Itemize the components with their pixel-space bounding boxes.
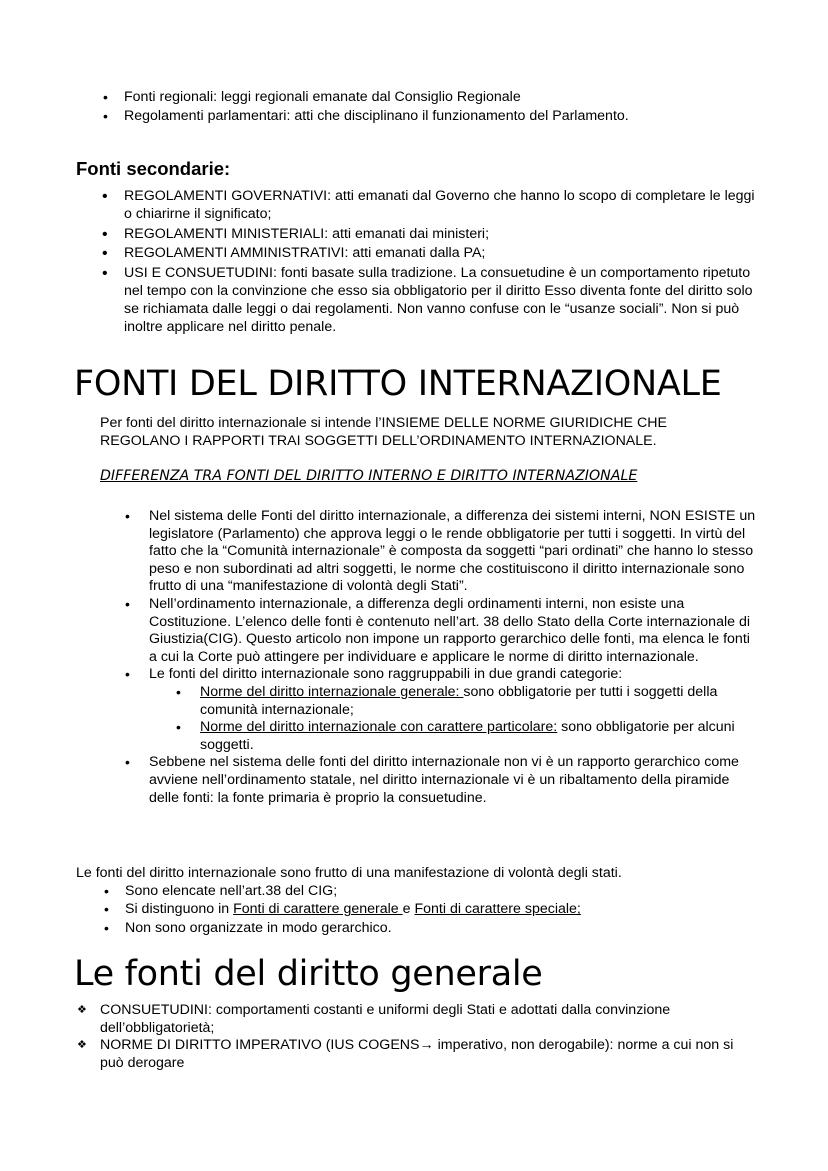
intro-paragraph: Per fonti del diritto internazionale si intende l’INSIEME DELLE NORME GIURIDICHE CHE REGOLANO I RAPPORTI TRAI SOGGETTI DELL’ORDINAMENTO INTERNAZIONALE. [100,415,667,449]
summary-paragraph: Le fonti del diritto internazionale sono frutto di una manifestazione di volontà degli stati. [76,865,622,881]
primary-sources-list [124,88,804,126]
categories-sublist [200,684,761,754]
text-span: Si distinguono in [125,901,234,918]
list-item: ❖ NORME DI DIRITTO IMPERATIVO (IUS COGENS→ imperativo, non derogabile): norme a cui non si può derogare [100,1037,760,1072]
list-item [125,900,765,918]
list-item: • Sebbene nel sistema delle fonti del diritto internazionale non vi è un rapporto gerarchico come avviene nell’ordinamento statale, nel diritto internazionale vi è un ribaltamento della piramide delle fonti: la fonte primaria è proprio la consuetudine. [149,754,761,807]
list-item: • Non sono organizzate in modo gerarchico. [125,919,765,937]
list-item [149,666,761,754]
list-item: • Nell’ordinamento internazionale, a differenza degli ordinamenti interni, non esiste una Costituzione. L’elenco delle fonti è contenuto nell’art. 38 dello Stato della Corte internazionale di Giustizia(CIG). Questo articolo non impone un rapporto gerarchico delle fonti, ma elenca le fonti a cui la Corte può attingere per individuare e applicare le norme di diritto internazionale. [149,596,761,666]
category-text: sono obbligatorie per alcuni soggetti. [200,719,735,753]
list-item: ❖ CONSUETUDINI: comportamenti costanti e uniformi degli Stati e adottati dalla convinzione dell’obbligatorietà; [100,1002,760,1037]
list-item: • REGOLAMENTI AMMINISTRATIVI: atti emanati dalla PA; [124,245,764,263]
secondary-sources-list [124,188,764,338]
category-item [200,719,761,754]
list-item: • Nel sistema delle Fonti del diritto internazionale, a differenza dei sistemi interni, NON ESISTE un legislatore (Parlamento) che approva leggi o le rende obbligatorie per tutti i soggetti. In virtù del fatto che la “Comunità internazionale” è composta da soggetti “pari ordinati” che hanno lo stesso peso e non subordinati ad altri soggetti, le norme che costituiscono il diritto internazionale sono frutto di una “manifestazione di volontà degli Stati”. [149,508,761,596]
category-term: Norme del diritto internazionale con carattere particolare: [200,719,558,736]
general-law-list [100,1002,760,1072]
page-title-international-law: FONTI DEL DIRITTO INTERNAZIONALE [74,364,722,404]
text-span: e [402,901,415,918]
underlined-term: Fonti di carattere generale [233,901,403,918]
list-item: • Regolamenti parlamentari: atti che disciplinano il funzionamento del Parlamento. [124,107,804,126]
list-item-text: Le fonti del diritto internazionale sono raggruppabili in due grandi categorie: [149,666,623,683]
list-item: • REGOLAMENTI MINISTERIALI: atti emanati dai ministeri; [124,226,764,244]
summary-list [125,882,765,937]
list-item: • Sono elencate nell’art.38 del CIG; [125,882,765,900]
list-item: • REGOLAMENTI GOVERNATIVI: atti emanati dal Governo che hanno lo scopo di completare le leggi o chiarirne il significato; [124,188,764,224]
subsection-title-difference: DIFFERENZA TRA FONTI DEL DIRITTO INTERNO E DIRITTO INTERNAZIONALE [100,468,638,484]
category-item [200,684,761,719]
list-item: • USI E CONSUETUDINI: fonti basate sulla tradizione. La consuetudine è un comportamento ripetuto nel tempo con la convinzione che esso sia obbligatorio per il diritto Esso diventa fonte del diritto solo se richiamata dalle leggi o dai regolamenti. Non vanno confuse con le “usanze sociali”. Non si può inoltre applicare nel diritto penale. [124,265,764,336]
list-item: • Fonti regionali: leggi regionali emanate dal Consiglio Regionale [124,88,804,107]
category-text: sono obbligatorie per tutti i soggetti della comunità internazionale; [200,683,718,718]
section-heading-secondary-sources: Fonti secondarie: [76,158,231,179]
category-term: Norme del diritto internazionale generale: [200,683,464,700]
underlined-term: Fonti di carattere speciale; [414,901,581,918]
section-title-general-law: Le fonti del diritto generale [74,954,543,994]
international-law-list [149,508,761,807]
